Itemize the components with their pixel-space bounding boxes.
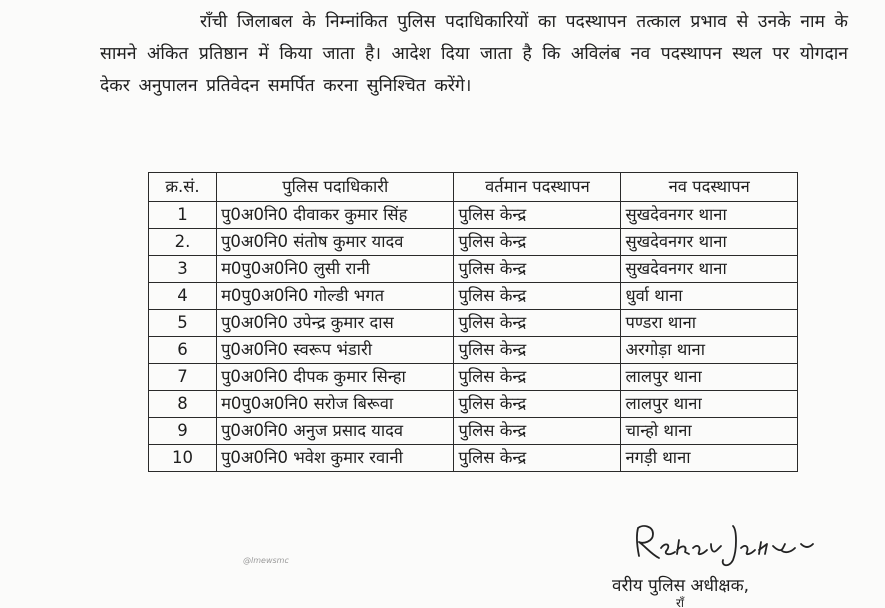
current-posting-cell: पुलिस केन्द्र [454, 337, 621, 364]
table-header-row [149, 173, 798, 202]
officer-name-cell: पु0अ0नि0 भवेश कुमार रवानी [217, 445, 454, 472]
serial-number-cell: 1 [149, 202, 217, 229]
officer-name-cell: पु0अ0नि0 स्वरूप भंडारी [217, 337, 454, 364]
current-posting-cell: पुलिस केन्द्र [454, 283, 621, 310]
officer-name-cell: पु0अ0नि0 अनुज प्रसाद यादव [217, 418, 454, 445]
new-posting-cell: पण्डरा थाना [621, 310, 798, 337]
table-row [149, 445, 798, 472]
officer-name-cell: म0पु0अ0नि0 गोल्डी भगत [217, 283, 454, 310]
table-row [149, 256, 798, 283]
table-body [149, 202, 798, 472]
new-posting-cell: लालपुर थाना [621, 391, 798, 418]
header-current-posting: वर्तमान पदस्थापन [454, 173, 621, 202]
officer-name-cell: पु0अ0नि0 संतोष कुमार यादव [217, 229, 454, 256]
serial-number-cell: 10 [149, 445, 217, 472]
current-posting-cell: पुलिस केन्द्र [454, 418, 621, 445]
signatory-location-fragment: राँ [676, 596, 685, 608]
current-posting-cell: पुलिस केन्द्र [454, 202, 621, 229]
social-watermark: @lmewsmc [243, 556, 289, 565]
new-posting-cell: लालपुर थाना [621, 364, 798, 391]
table-row [149, 364, 798, 391]
new-posting-cell: सुखदेवनगर थाना [621, 256, 798, 283]
officer-name-cell: म0पु0अ0नि0 लुसी रानी [217, 256, 454, 283]
serial-number-cell: 2. [149, 229, 217, 256]
table-row [149, 283, 798, 310]
table-row [149, 337, 798, 364]
serial-number-cell: 4 [149, 283, 217, 310]
serial-number-cell: 5 [149, 310, 217, 337]
new-posting-cell: सुखदेवनगर थाना [621, 229, 798, 256]
current-posting-cell: पुलिस केन्द्र [454, 256, 621, 283]
current-posting-cell: पुलिस केन्द्र [454, 445, 621, 472]
new-posting-cell: चान्हो थाना [621, 418, 798, 445]
officer-name-cell: पु0अ0नि0 दीपक कुमार सिन्हा [217, 364, 454, 391]
serial-number-cell: 6 [149, 337, 217, 364]
order-paragraph [100, 6, 848, 102]
signature-image [625, 520, 820, 572]
officer-name-cell: पु0अ0नि0 दीवाकर कुमार सिंह [217, 202, 454, 229]
header-new-posting: नव पदस्थापन [621, 173, 798, 202]
signatory-designation: वरीय पुलिस अधीक्षक, [612, 576, 750, 596]
current-posting-cell: पुलिस केन्द्र [454, 229, 621, 256]
serial-number-cell: 7 [149, 364, 217, 391]
current-posting-cell: पुलिस केन्द्र [454, 391, 621, 418]
officer-name-cell: म0पु0अ0नि0 सरोज बिरूवा [217, 391, 454, 418]
current-posting-cell: पुलिस केन्द्र [454, 364, 621, 391]
order-text: राँची जिलाबल के निम्नांकित पुलिस पदाधिकारियों का पदस्थापन तत्काल प्रभाव से उनके नाम के सामने अंकित प्रतिष्ठान में किया जाता है। आदेश दिया जाता है कि अविलंब नव पदस्थापन स्थल पर योगदान देकर अनुपालन प्रतिवेदन समर्पित करना सुनिश्चित करेंगे। [100, 12, 848, 96]
header-serial-number: क्र.सं. [149, 173, 217, 202]
serial-number-cell: 8 [149, 391, 217, 418]
posting-table [148, 172, 798, 472]
new-posting-cell: अरगोड़ा थाना [621, 337, 798, 364]
table-row [149, 391, 798, 418]
serial-number-cell: 3 [149, 256, 217, 283]
table-row [149, 310, 798, 337]
new-posting-cell: नगड़ी थाना [621, 445, 798, 472]
current-posting-cell: पुलिस केन्द्र [454, 310, 621, 337]
header-officer: पुलिस पदाधिकारी [217, 173, 454, 202]
table-row [149, 202, 798, 229]
table-row [149, 418, 798, 445]
serial-number-cell: 9 [149, 418, 217, 445]
officer-name-cell: पु0अ0नि0 उपेन्द्र कुमार दास [217, 310, 454, 337]
new-posting-cell: सुखदेवनगर थाना [621, 202, 798, 229]
new-posting-cell: धुर्वा थाना [621, 283, 798, 310]
table-row [149, 229, 798, 256]
